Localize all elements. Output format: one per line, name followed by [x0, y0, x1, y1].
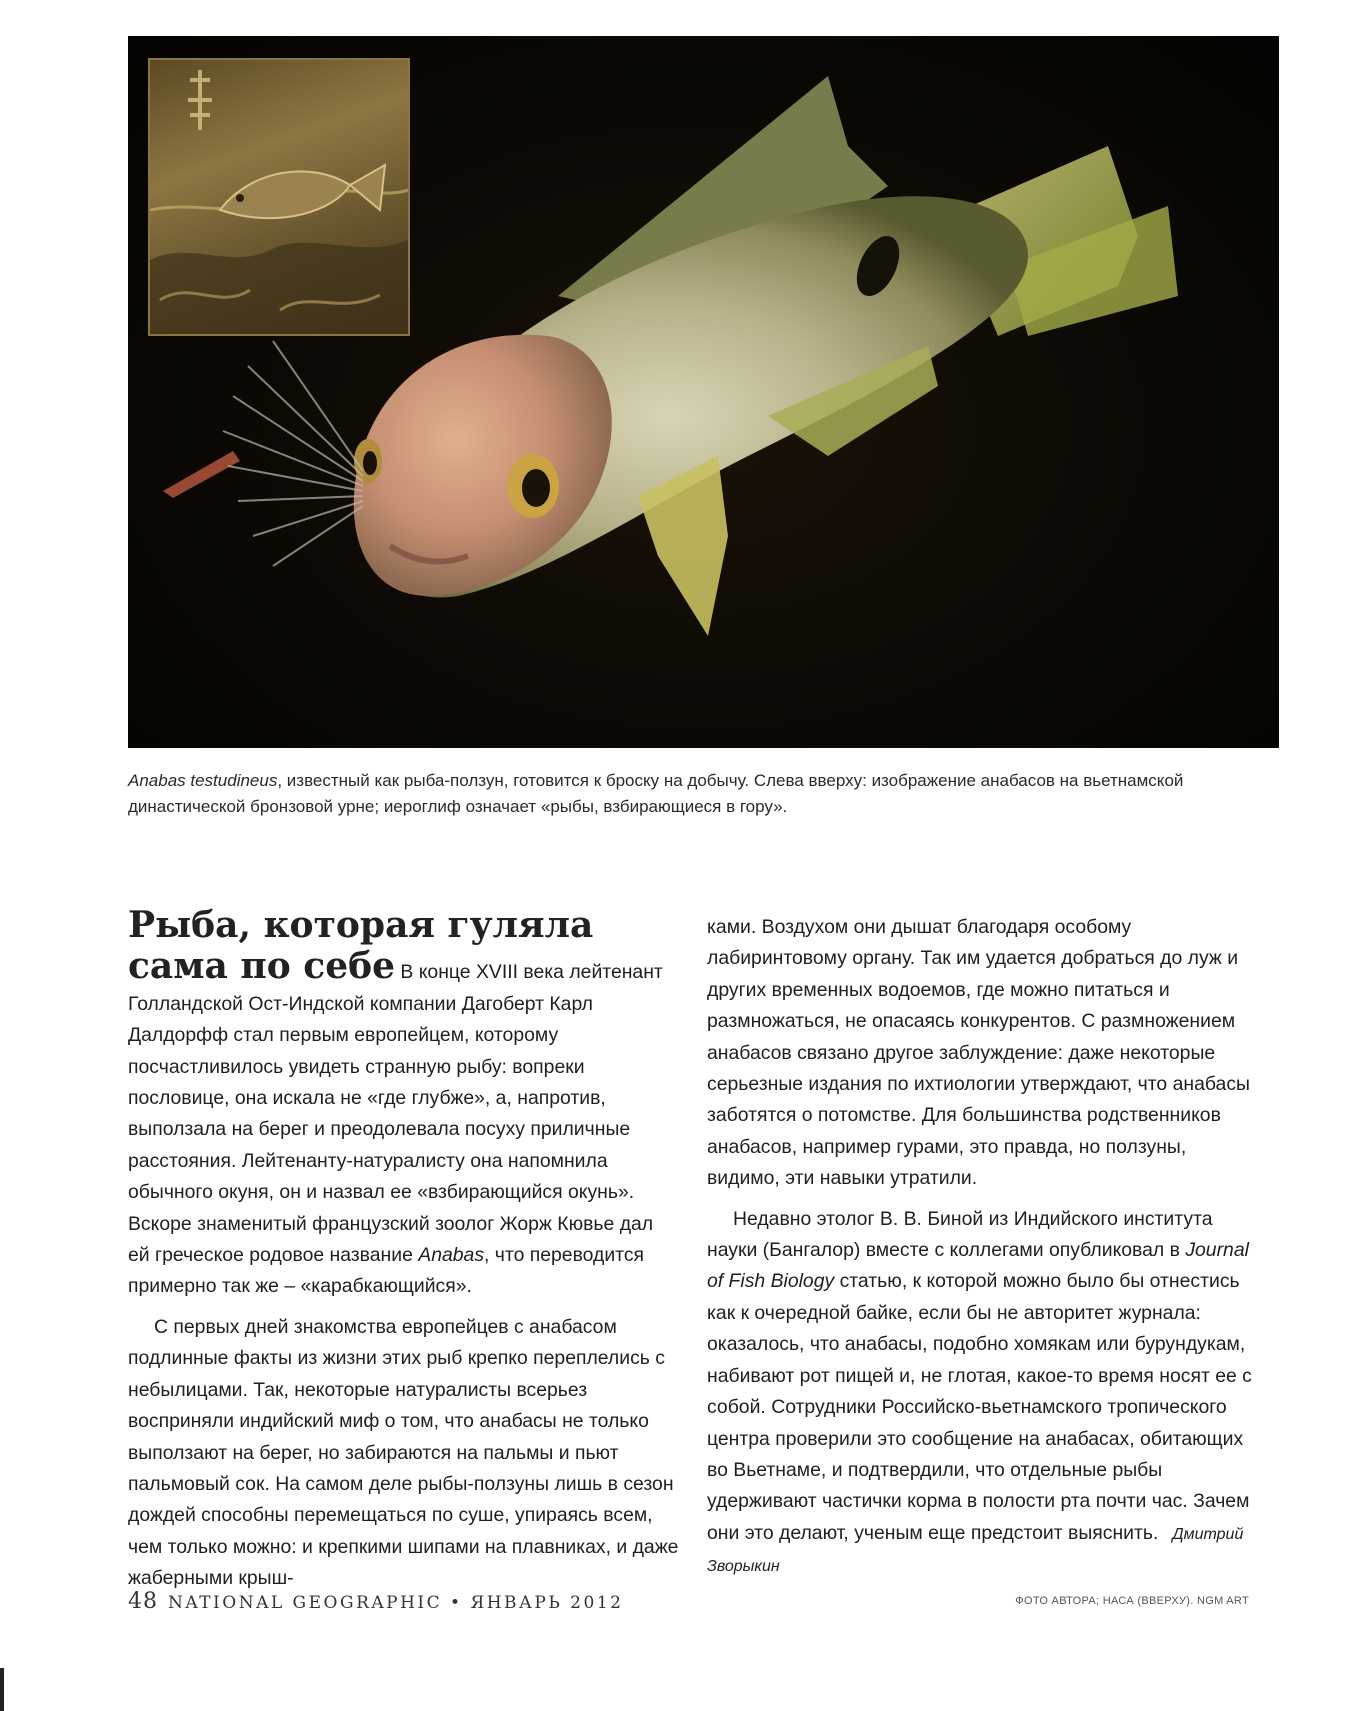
author-signature: Дмитрий Зворыкин: [707, 1525, 1244, 1576]
bronze-urn-relief-icon: [150, 60, 408, 334]
article-heading: Рыба, которая гуляла сама по себе: [128, 904, 594, 988]
article-paragraph-4: [707, 1204, 1253, 1583]
article-paragraph-1: [128, 906, 680, 1303]
paragraph-1-text-a: В конце XVIII века лейтенант Голландской Ост-Индской компании Дагоберт Карл Далдорфф стал первым европейцем, которому посчастливилось увидеть странную рыбу: вопреки пословице, она искала не «где глубже», а, напротив, выползала на берег и преодолевала посуху приличные расстояния. Лейтенанту-натуралисту она напомнила обычного окуня, он и назвал ее «взбирающийся окунь». Вскоре знаменитый французский зоолог Жорж Кювье дал ей греческое родовое название: [128, 961, 663, 1267]
photo-caption: [128, 768, 1288, 820]
scan-edge-mark: [0, 1668, 4, 1711]
magazine-issue: NATIONAL GEOGRAPHIC • ЯНВАРЬ 2012: [168, 1593, 624, 1613]
paragraph-4-text-b: статью, к которой можно было бы отнестись как к очередной байке, если бы не авторитет журнала: оказалось, что анабасы, подобно хомякам или бурундукам, набивают рот пищей и, не глотая, какое-то время носят ее с собой. Сотрудники Российско-вьетнамского тропического центра проверили это сообщение на анабасах, обитающих во Вьетнаме, и подтвердили, что отдельные рыбы удерживают частички корма в полости рта почти час. Зачем они это делают, ученым еще предстоит выяснить.: [707, 1270, 1252, 1544]
article-column-right: [707, 912, 1253, 1583]
photo-credits: ФОТО АВТОРА; НАСА (ВВЕРХУ). NGM ART: [1015, 1595, 1249, 1607]
paragraph-1-genus-name: Anabas: [418, 1244, 485, 1267]
page-number: 48: [128, 1589, 158, 1614]
article-paragraph-3: ками. Воздухом они дышат благодаря особому лабиринтовому органу. Так им удается добраться до луж и других временных водоемов, где можно питаться и размножаться, не опасаясь конкурентов. С размножением анабасов связано другое заблуждение: даже некоторые серьезные издания по ихтиологии утверждают, что анабасы заботятся о потомстве. Для большинства родственников анабасов, например гурами, это правда, но ползуны, видимо, эти навыки утратили.: [707, 916, 1250, 1190]
paragraph-4-text-a: Недавно этолог В. В. Биной из Индийского института науки (Бангалор) вместе с коллегами опубликовал в: [707, 1207, 1213, 1262]
paragraph-1-text-b: , что переводится примерно так же – «карабкающийся».: [128, 1244, 645, 1298]
fish-photo: [128, 36, 1279, 748]
article-paragraph-2: С первых дней знакомства европейцев с анабасом подлинные факты из жизни этих рыб крепко переплелись с небылицами. Так, некоторые натуралисты всерьез восприняли индийский миф о том, что анабасы не только выползают на берег, но забираются на пальмы и пьют пальмовый сок. На самом деле рыбы-ползуны лишь в сезон дождей способны перемещаться по суше, упираясь всем, чем только можно: и крепкими шипами на плавниках, и даже жаберными крыш-: [128, 1315, 679, 1590]
bronze-urn-inset: [148, 58, 410, 336]
article-column-left: [128, 906, 680, 1595]
caption-text: , известный как рыба-ползун, готовится к броску на добычу. Слева вверху: изображение анабасов на вьетнамской династической бронзовой урне; иероглиф означает «рыбы, взбирающиеся в гору».: [128, 771, 1184, 816]
page-footer: [128, 1589, 623, 1614]
journal-name: Journal of Fish Biology: [707, 1239, 1249, 1293]
caption-species-name: Anabas testudineus: [128, 771, 278, 790]
